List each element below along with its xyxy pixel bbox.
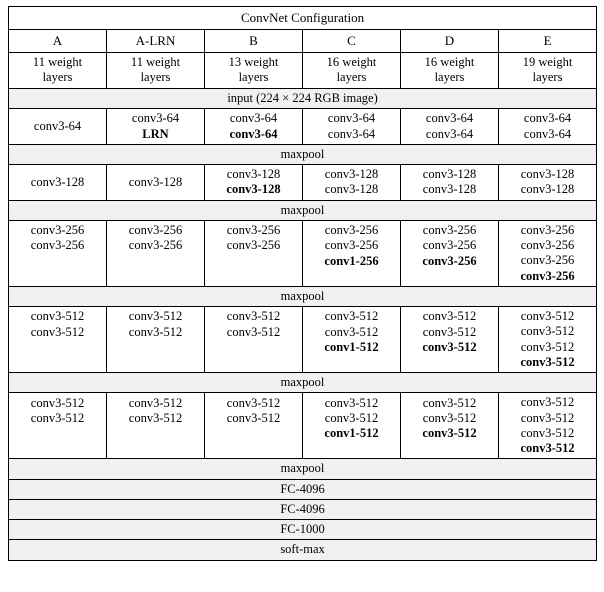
layer-label: conv3-512 <box>520 339 575 354</box>
layer-spacer <box>109 355 202 370</box>
layer-label: conv3-64 <box>425 126 474 141</box>
maxpool-label-4: maxpool <box>9 373 597 393</box>
layer-label: conv3-512 <box>324 324 379 339</box>
layer-label: conv3-256 <box>128 238 183 253</box>
weight-layers-d: 16 weight layers <box>401 52 499 89</box>
conv2-block-row <box>9 165 597 201</box>
softmax-label: soft-max <box>9 540 597 560</box>
conv2-cell-d <box>401 165 499 201</box>
weight-layers-row <box>9 52 597 89</box>
conv4-cell-e <box>499 307 597 373</box>
conv2-cell-b <box>205 165 303 201</box>
layer-spacer <box>207 340 300 355</box>
conv5-cell-a <box>9 393 107 459</box>
fc4096-row-1 <box>9 479 597 499</box>
layer-label: conv3-256 <box>226 223 281 238</box>
conv1-cell-d <box>401 109 499 145</box>
softmax-row <box>9 540 597 560</box>
layer-spacer <box>403 441 496 456</box>
layer-label: conv3-256 <box>422 253 477 268</box>
layer-label: conv3-512 <box>30 395 85 410</box>
layer-label: conv3-512 <box>226 324 281 339</box>
column-header-row <box>9 29 597 52</box>
table-title: ConvNet Configuration <box>9 7 597 30</box>
layer-spacer <box>11 355 104 370</box>
layer-label: conv3-256 <box>30 238 85 253</box>
layer-label: conv3-128 <box>128 174 183 189</box>
layer-label: conv3-512 <box>422 395 477 410</box>
layer-label: conv3-512 <box>422 339 477 354</box>
layer-label: conv3-256 <box>128 223 183 238</box>
layer-label: conv3-128 <box>324 167 379 182</box>
maxpool-row-2 <box>9 200 597 220</box>
layer-label: conv3-512 <box>128 324 183 339</box>
weight-layers-e: 19 weight layers <box>499 52 597 89</box>
conv2-cell-e <box>499 165 597 201</box>
input-row <box>9 89 597 109</box>
layer-label: conv3-256 <box>324 238 379 253</box>
fc1000-row <box>9 520 597 540</box>
column-header-d: D <box>401 29 499 52</box>
layer-label: conv3-512 <box>226 395 281 410</box>
layer-spacer <box>207 355 300 370</box>
layer-spacer <box>207 269 300 284</box>
conv5-cell-a-lrn <box>107 393 205 459</box>
layer-label: conv3-64 <box>229 111 278 126</box>
layer-spacer <box>207 441 300 456</box>
layer-label: conv3-256 <box>226 238 281 253</box>
weight-layers-c: 16 weight layers <box>303 52 401 89</box>
convnet-configuration-table <box>8 6 597 561</box>
layer-label: conv3-512 <box>422 324 477 339</box>
fc4096-label-2: FC-4096 <box>9 499 597 519</box>
conv1-cell-b <box>205 109 303 145</box>
maxpool-row-5 <box>9 459 597 479</box>
layer-label: conv3-256 <box>30 223 85 238</box>
layer-label: conv3-128 <box>422 167 477 182</box>
fc1000-label: FC-1000 <box>9 520 597 540</box>
column-header-b: B <box>205 29 303 52</box>
conv3-cell-e <box>499 220 597 286</box>
layer-label: conv3-64 <box>425 111 474 126</box>
column-header-a: A <box>9 29 107 52</box>
layer-label: conv3-512 <box>520 324 575 339</box>
layer-label: conv3-128 <box>520 182 575 197</box>
conv5-cell-b <box>205 393 303 459</box>
layer-spacer <box>11 269 104 284</box>
layer-label: conv3-512 <box>422 309 477 324</box>
layer-label: conv3-64 <box>33 119 82 134</box>
layer-label: conv3-64 <box>327 126 376 141</box>
conv2-cell-c <box>303 165 401 201</box>
conv3-cell-a-lrn <box>107 220 205 286</box>
conv1-cell-a-lrn <box>107 109 205 145</box>
conv1-cell-e <box>499 109 597 145</box>
weight-layers-a-lrn: 11 weight layers <box>107 52 205 89</box>
layer-spacer <box>11 441 104 456</box>
layer-label: conv3-512 <box>30 410 85 425</box>
conv5-cell-d <box>401 393 499 459</box>
fc4096-label-1: FC-4096 <box>9 479 597 499</box>
layer-label: conv3-128 <box>226 182 281 197</box>
layer-label: conv3-64 <box>131 111 180 126</box>
conv4-cell-c <box>303 307 401 373</box>
layer-spacer <box>403 269 496 284</box>
conv1-cell-c <box>303 109 401 145</box>
layer-spacer <box>109 441 202 456</box>
maxpool-row-4 <box>9 373 597 393</box>
layer-label: conv3-512 <box>128 309 183 324</box>
layer-label: conv3-128 <box>520 167 575 182</box>
layer-label: conv3-256 <box>422 238 477 253</box>
layer-label: conv3-128 <box>324 182 379 197</box>
layer-label: conv3-256 <box>520 268 575 283</box>
column-header-c: C <box>303 29 401 52</box>
layer-spacer <box>207 254 300 269</box>
layer-label: conv3-512 <box>226 309 281 324</box>
layer-label: conv3-512 <box>128 410 183 425</box>
conv3-cell-d <box>401 220 499 286</box>
layer-label: conv3-512 <box>520 395 575 410</box>
layer-label: conv3-512 <box>422 410 477 425</box>
layer-label: conv3-64 <box>523 126 572 141</box>
layer-label: conv3-128 <box>226 167 281 182</box>
conv1-cell-a <box>9 109 107 145</box>
layer-label: conv3-512 <box>30 309 85 324</box>
weight-layers-a: 11 weight layers <box>9 52 107 89</box>
layer-label: conv3-64 <box>523 111 572 126</box>
layer-label: conv3-512 <box>520 309 575 324</box>
conv3-cell-b <box>205 220 303 286</box>
conv4-cell-b <box>205 307 303 373</box>
fc4096-row-2 <box>9 499 597 519</box>
layer-spacer <box>109 426 202 441</box>
conv4-cell-a <box>9 307 107 373</box>
conv3-cell-a <box>9 220 107 286</box>
layer-label: conv3-512 <box>128 395 183 410</box>
layer-label: conv3-512 <box>520 354 575 369</box>
layer-label: conv3-64 <box>327 111 376 126</box>
maxpool-label-1: maxpool <box>9 144 597 164</box>
layer-spacer <box>109 254 202 269</box>
conv4-block-row <box>9 307 597 373</box>
layer-spacer <box>11 254 104 269</box>
layer-spacer <box>305 269 398 284</box>
weight-layers-b: 13 weight layers <box>205 52 303 89</box>
layer-label: conv3-512 <box>324 410 379 425</box>
conv2-cell-a <box>9 165 107 201</box>
conv4-cell-d <box>401 307 499 373</box>
layer-label: conv3-64 <box>229 126 278 141</box>
layer-spacer <box>11 340 104 355</box>
layer-label: conv1-512 <box>324 426 379 441</box>
maxpool-label-2: maxpool <box>9 200 597 220</box>
maxpool-row-1 <box>9 144 597 164</box>
layer-label: conv3-512 <box>422 426 477 441</box>
conv5-block-row <box>9 393 597 459</box>
layer-label: conv1-512 <box>324 339 379 354</box>
maxpool-label-3: maxpool <box>9 286 597 306</box>
layer-label: LRN <box>142 126 169 141</box>
layer-label: conv3-512 <box>324 309 379 324</box>
layer-label: conv1-256 <box>324 253 379 268</box>
layer-label: conv3-512 <box>30 324 85 339</box>
layer-spacer <box>403 355 496 370</box>
layer-label: conv3-128 <box>30 174 85 189</box>
table-body <box>9 7 597 561</box>
layer-label: conv3-512 <box>324 395 379 410</box>
conv3-block-row <box>9 220 597 286</box>
maxpool-row-3 <box>9 286 597 306</box>
layer-label: conv3-256 <box>520 253 575 268</box>
layer-label: conv3-256 <box>520 222 575 237</box>
layer-label: conv3-512 <box>520 441 575 456</box>
conv2-cell-a-lrn <box>107 165 205 201</box>
layer-label: conv3-256 <box>422 223 477 238</box>
layer-spacer <box>11 426 104 441</box>
column-header-e: E <box>499 29 597 52</box>
layer-label: conv3-256 <box>324 223 379 238</box>
conv1-block-row <box>9 109 597 145</box>
layer-spacer <box>305 355 398 370</box>
conv5-cell-c <box>303 393 401 459</box>
maxpool-label-5: maxpool <box>9 459 597 479</box>
layer-spacer <box>305 441 398 456</box>
layer-spacer <box>207 426 300 441</box>
layer-label: conv3-512 <box>520 425 575 440</box>
layer-spacer <box>109 269 202 284</box>
layer-label: conv3-512 <box>520 410 575 425</box>
layer-label: conv3-256 <box>520 238 575 253</box>
input-label: input (224 × 224 RGB image) <box>9 89 597 109</box>
layer-spacer <box>109 340 202 355</box>
conv5-cell-e <box>499 393 597 459</box>
conv4-cell-a-lrn <box>107 307 205 373</box>
layer-label: conv3-128 <box>422 182 477 197</box>
table-title-row <box>9 7 597 30</box>
conv3-cell-c <box>303 220 401 286</box>
layer-label: conv3-512 <box>226 410 281 425</box>
column-header-a-lrn: A-LRN <box>107 29 205 52</box>
